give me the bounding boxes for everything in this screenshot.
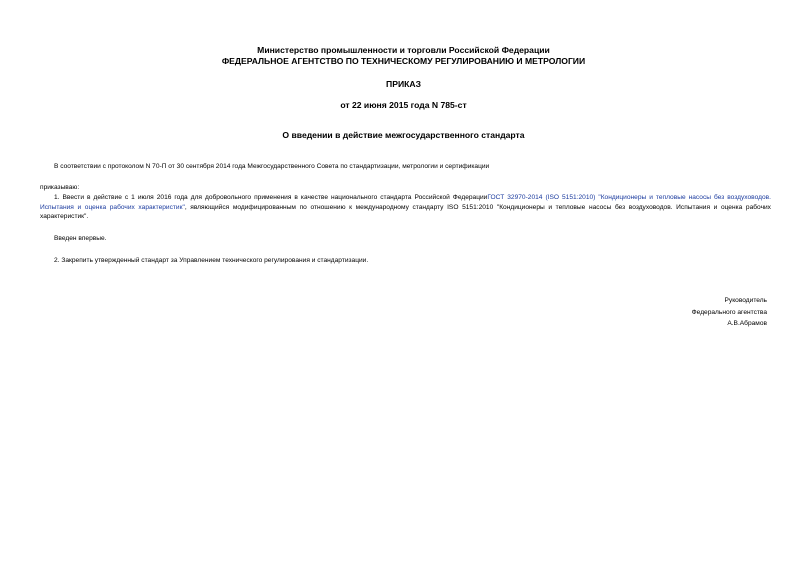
agency-title: ФЕДЕРАЛЬНОЕ АГЕНТСТВО ПО ТЕХНИЧЕСКОМУ РЕГУЛИРОВАНИЮ И МЕТРОЛОГИИ	[221, 56, 586, 66]
document-date-number: от 22 июня 2015 года N 785-ст	[340, 100, 467, 110]
standard-link[interactable]: ГОСТ 32970-2014 (ISO 5151:2010) "Кондиционеры и тепловые насосы без воздуховодов. Испытания и оценка рабочих характеристик"	[40, 194, 771, 211]
document-subject: О введении в действие межгосударственного стандарта	[282, 130, 525, 140]
ministry-title: Министерство промышленности и торговли Российской Федерации	[257, 45, 550, 55]
first-time-note: Введен впервые.	[54, 235, 107, 242]
item-2-paragraph: 2. Закрепить утвержденный стандарт за Управлением технического регулирования и стандартизации.	[54, 257, 369, 264]
order-word: приказываю:	[40, 184, 80, 191]
signature-organization: Федерального агентства	[691, 308, 767, 316]
item-1-continuation: , являющийся модифицированным по отношению к международному стандарту ISO 5151:2010 "Кондиционеры и тепловые насосы без воздуховодов. Испытания и оценка рабочих характеристик".	[40, 203, 771, 220]
signature-name: А.В.Абрамов	[727, 320, 767, 327]
signature-position: Руководитель	[724, 297, 767, 304]
item-1-text: 1. Ввести в действие с 1 июля 2016 года для добровольного применения в качестве национального стандарта Российской Федерации	[54, 194, 488, 201]
preamble-paragraph: В соответствии с протоколом N 70-П от 30 сентября 2014 года Межгосударственного Совета по стандартизации, метрологии и сертификации	[54, 163, 490, 170]
signature-block	[692, 295, 767, 330]
document-type: ПРИКАЗ	[386, 79, 421, 89]
item-1-paragraph	[40, 193, 771, 222]
